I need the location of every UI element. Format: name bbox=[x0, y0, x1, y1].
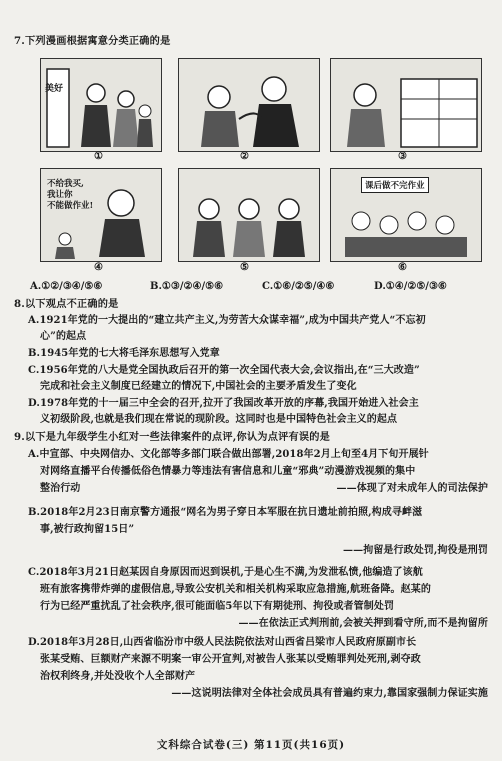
comic-1-sign-text: 美好 bbox=[45, 84, 64, 94]
q9-option-c-line: 行为已经严重扰乱了社会秩序,很可能面临5年以下有期徒刑、拘役或者管制处罚 bbox=[40, 601, 395, 612]
q7-option-c: C.①⑥/②⑤/④⑥ bbox=[262, 281, 335, 292]
comic-1-caption: ① bbox=[94, 151, 103, 162]
comic-2-caption: ② bbox=[240, 151, 249, 162]
q9-stem: 9.以下是九年级学生小红对一些法律案件的点评,你认为点评有误的是 bbox=[14, 431, 331, 443]
comic-6-image bbox=[330, 168, 482, 262]
q8-option-a-line: 心”的起点 bbox=[40, 331, 87, 342]
comic-4-speech-line: 不能做作业! bbox=[47, 201, 94, 211]
q9-option-a-line: 整治行动 bbox=[40, 483, 81, 494]
q7-option-a: A.①②/③④/⑤⑥ bbox=[30, 281, 103, 292]
comic-4-image bbox=[40, 168, 162, 262]
q9-option-d-comment: ——这说明法律对全体社会成员具有普遍约束力,靠国家强制力保证实施 bbox=[171, 688, 488, 699]
q9-option-a-line: A.中宣部、中央网信办、文化部等多部门联合做出部署,2018年2月上旬至4月下旬开展针 bbox=[28, 449, 429, 460]
q9-option-a-comment: ——体现了对未成年人的司法保护 bbox=[336, 483, 488, 494]
q9-option-c-line: C.2018年3月21日赵某因自身原因而迟到误机,于是心生不满,为发泄私愤,他编造了该航 bbox=[28, 567, 423, 578]
comic-2-image bbox=[178, 58, 320, 152]
q8-option-c-line: C.1956年党的八大是党全国执政后召开的第一次全国代表大会,会议指出,在“三大改造” bbox=[28, 365, 420, 376]
q7-option-d: D.①④/②⑤/③⑥ bbox=[374, 281, 447, 292]
comic-4-speech-bubble bbox=[47, 179, 93, 212]
comic-6-caption: ⑥ bbox=[398, 262, 407, 273]
q7-option-b: B.①③/②④/⑤⑥ bbox=[150, 281, 224, 292]
comic-4-speech-line: 不给我买, bbox=[47, 179, 84, 189]
q9-option-d-line: 治权利终身,并处没收个人全部财产 bbox=[40, 671, 196, 682]
q8-option-d-line: 义初级阶段,也就是我们现在常说的现阶段。这同时也是中国特色社会主义的起点 bbox=[40, 414, 398, 425]
comic-3-image bbox=[330, 58, 482, 152]
q7-stem: 7.下列漫画根据寓意分类正确的是 bbox=[14, 35, 171, 47]
q9-option-b-line: B.2018年2月23日南京警方通报“网名为男子穿日本军服在抗日遗址前拍照,构成寻衅滋 bbox=[28, 507, 423, 518]
comic-5-image bbox=[178, 168, 320, 262]
q9-option-c-line: 班有旅客携带炸弹的虚假信息,导致公安机关和相关机构采取应急措施,航班备降。赵某的 bbox=[40, 584, 431, 595]
q8-option-a-line: A.1921年党的一大提出的“建立共产主义,为劳苦大众谋幸福”,成为中国共产党人“不忘初 bbox=[28, 315, 426, 326]
q8-stem: 8.以下观点不正确的是 bbox=[14, 298, 119, 310]
comic-3-caption: ③ bbox=[398, 151, 407, 162]
page-footer: 文科综合试卷(三) 第11页(共16页) bbox=[156, 739, 346, 751]
q9-option-d-line: 张某受贿、巨额财产来源不明案一审公开宣判,对被告人张某以受贿罪判处死刑,剥夺政 bbox=[40, 654, 421, 665]
comic-4-caption: ④ bbox=[94, 262, 103, 273]
comic-4-speech-line: 我让你 bbox=[47, 190, 73, 200]
q8-option-b: B.1945年党的七大将毛泽东思想写入党章 bbox=[28, 348, 220, 359]
q9-option-c-comment: ——在依法正式判刑前,会被关押到看守所,而不是拘留所 bbox=[238, 618, 488, 629]
q9-option-d-line: D.2018年3月28日,山西省临汾市中级人民法院依法对山西省吕梁市人民政府原副市长 bbox=[28, 637, 417, 648]
comic-1-image bbox=[40, 58, 162, 152]
q9-option-b-comment: ——拘留是行政处罚,拘役是刑罚 bbox=[343, 545, 488, 556]
q9-option-a-line: 对网络直播平台传播低俗色情暴力等违法有害信息和儿童“邪典”动漫游戏视频的集中 bbox=[40, 466, 416, 477]
q8-option-c-line: 完成和社会主义制度已经建立的情况下,中国社会的主要矛盾发生了变化 bbox=[40, 381, 357, 392]
comic-5-caption: ⑤ bbox=[240, 262, 249, 273]
comic-6-sign-text: 课后做不完作业 bbox=[361, 177, 429, 193]
q9-option-b-line: 事,被行政拘留15日” bbox=[40, 524, 135, 535]
q8-option-d-line: D.1978年党的十一届三中全会的召开,拉开了我国改革开放的序幕,我国开始进入社会主 bbox=[28, 398, 419, 409]
